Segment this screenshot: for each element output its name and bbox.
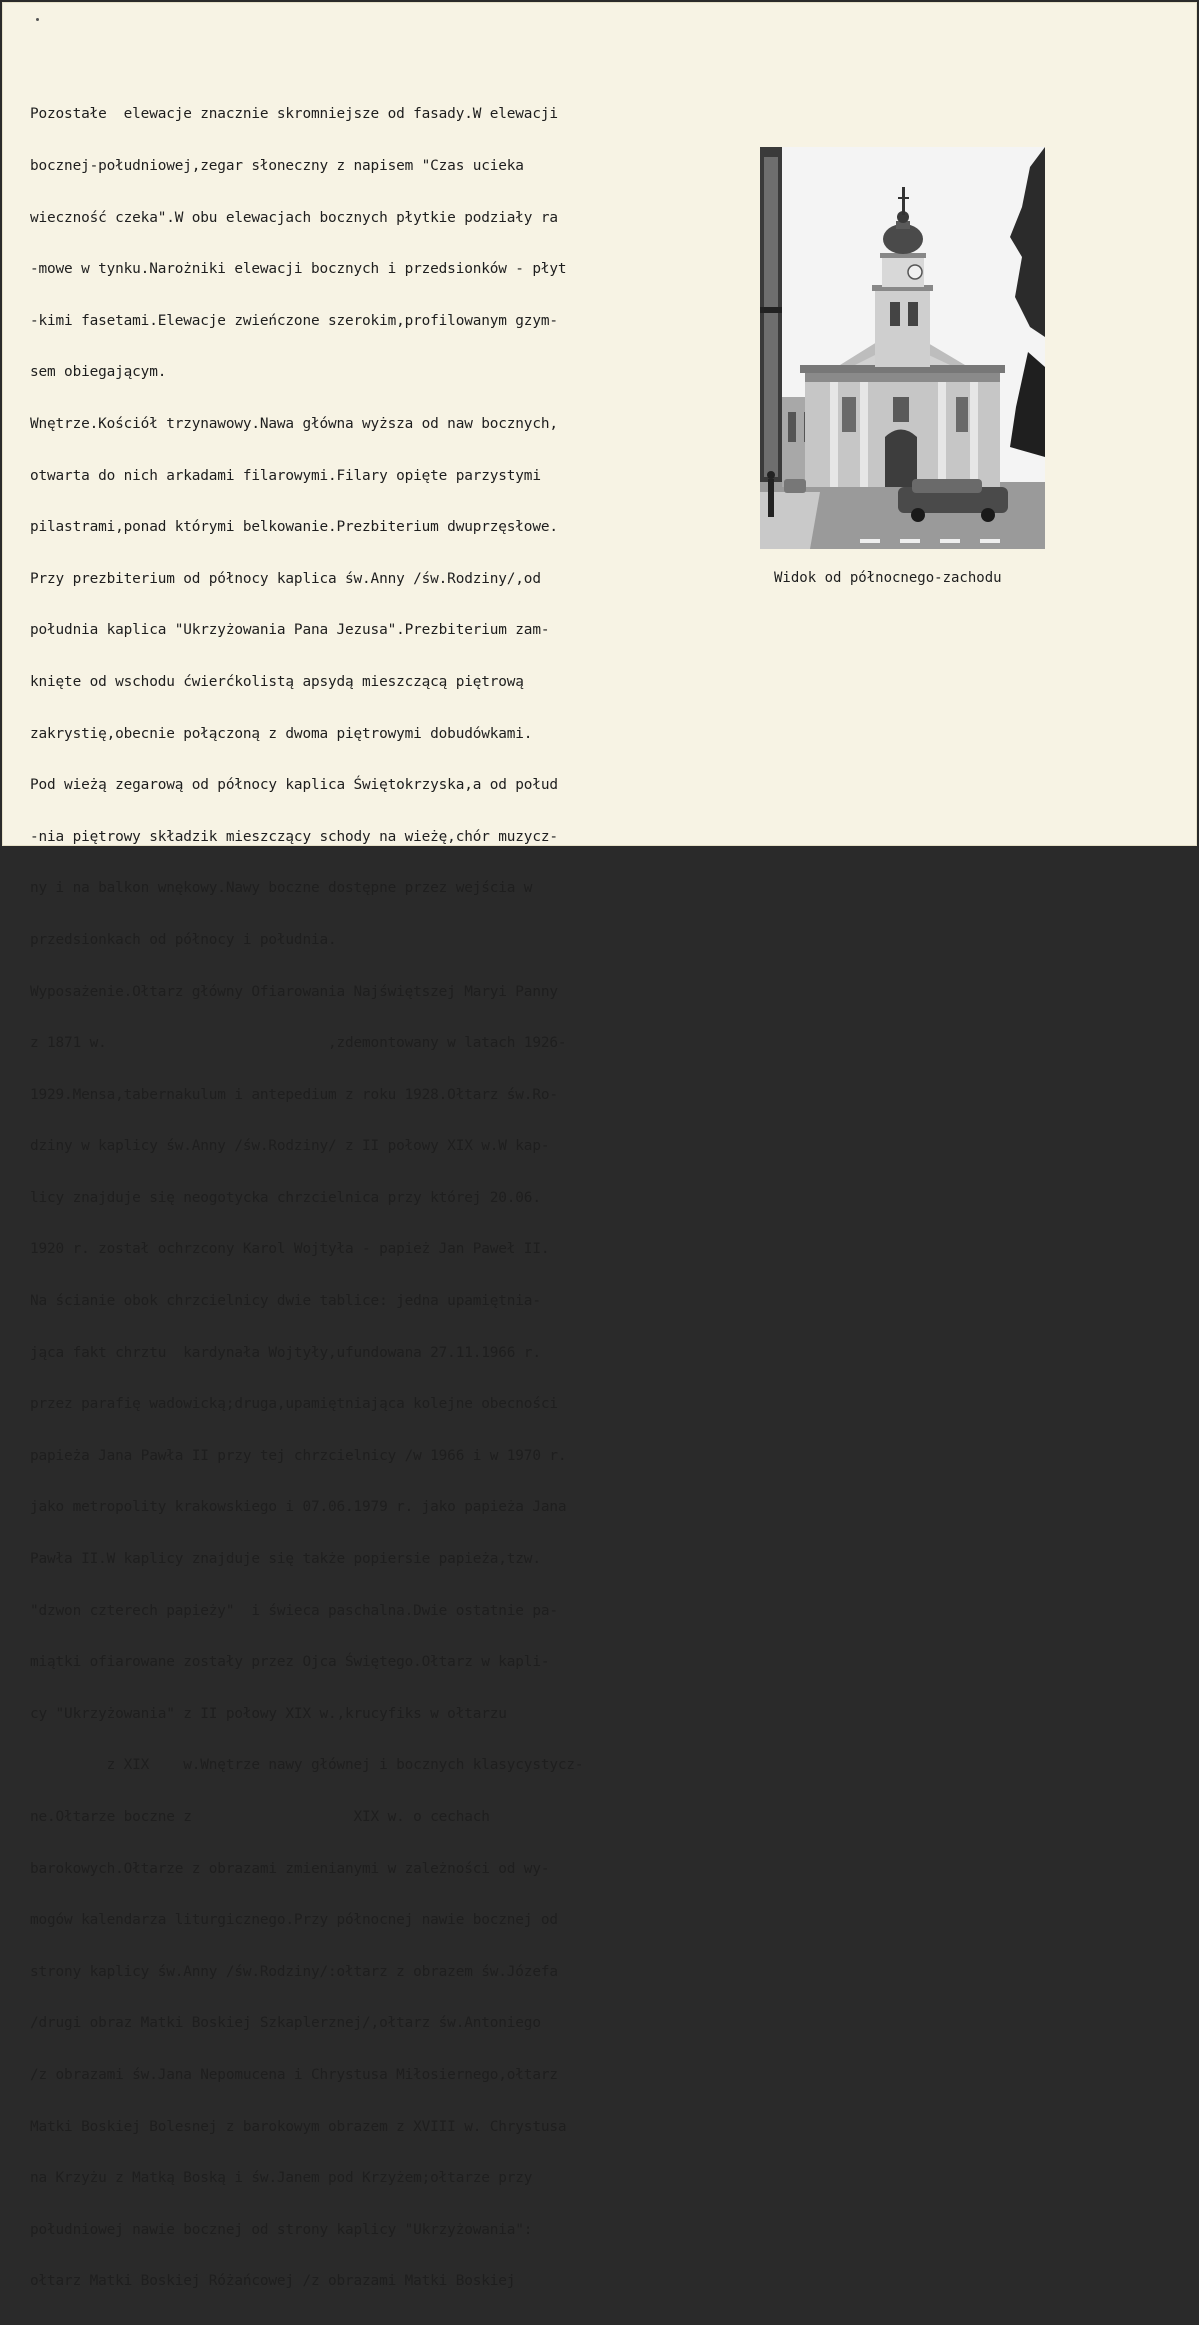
text-line: cy "Ukrzyżowania" z II połowy XIX w.,krucyfiks w ołtarzu: [30, 1705, 507, 1722]
text-line: /z obrazami św.Jana Nepomucena i Chrystusa Miłosiernego,ołtarz: [30, 2066, 558, 2083]
text-line: Pawła II.W kaplicy znajduje się także popiersie papieża,tzw.: [30, 1551, 541, 1568]
text-line: z XIX w.Wnętrze nawy głównej i bocznych klasycystycz-: [30, 1757, 584, 1774]
text-line: z 1871 w. ,zdemontowany w latach 1926-: [30, 1035, 567, 1052]
typed-text-block: [30, 72, 690, 2325]
text-line: ołtarz Matki Boskiej Różańcowej /z obrazami Matki Boskiej: [30, 2273, 516, 2290]
text-line: /drugi obraz Matki Boskiej Szkaplerznej/,ołtarz św.Antoniego: [30, 2015, 541, 2032]
text-line: jako metropolity krakowskiego i 07.06.1979 r. jako papieża Jana: [30, 1499, 567, 1516]
text-line: południa kaplica "Ukrzyżowania Pana Jezusa".Prezbiterium zam-: [30, 622, 550, 639]
text-line: mogów kalendarza liturgicznego.Przy północnej nawie bocznej od: [30, 1912, 558, 1929]
photo-caption: Widok od północnego-zachodu: [774, 570, 1002, 586]
text-line: "dzwon czterech papieży" i świeca paschalna.Dwie ostatnie pa-: [30, 1602, 558, 1619]
text-line: przedsionkach od północy i południa.: [30, 931, 337, 948]
text-line: przez parafię wadowicką;druga,upamiętniająca kolejne obecności: [30, 1396, 558, 1413]
text-line: -nia piętrowy składzik mieszczący schody na wieżę,chór muzycz-: [30, 828, 558, 845]
text-line: dziny w kaplicy św.Anny /św.Rodziny/ z II połowy XIX w.W kap-: [30, 1138, 550, 1155]
text-line: barokowych.Ołtarze z obrazami zmienianymi w zależności od wy-: [30, 1860, 550, 1877]
text-line: bocznej-południowej,zegar słoneczny z napisem "Czas ucieka: [30, 158, 524, 174]
text-line: papieża Jana Pawła II przy tej chrzcielnicy /w 1966 i w 1970 r.: [30, 1447, 567, 1464]
text-line: -mowe w tynku.Narożniki elewacji bocznych i przedsionków - płyt: [30, 261, 567, 278]
text-line: na Krzyżu z Matką Boską i św.Janem pod Krzyżem;ołtarze przy: [30, 2170, 533, 2187]
church-photo: [760, 147, 1045, 549]
text-line: pilastrami,ponad którymi belkowanie.Prezbiterium dwuprzęsłowe.: [30, 519, 558, 536]
text-line: licy znajduje się neogotycka chrzcielnica przy której 20.06.: [30, 1189, 541, 1206]
text-line: południowej nawie bocznej od strony kaplicy "Ukrzyżowania":: [30, 2221, 533, 2238]
text-line: zakrystię,obecnie połączoną z dwoma piętrowymi dobudówkami.: [30, 725, 533, 742]
text-line: Przy prezbiterium od północy kaplica św.Anny /św.Rodziny/,od: [30, 570, 541, 587]
punch-mark: [36, 18, 39, 21]
text-line: 1929.Mensa,tabernakulum i antepedium z roku 1928.Ołtarz św.Ro-: [30, 1086, 558, 1103]
text-line: -kimi fasetami.Elewacje zwieńczone szerokim,profilowanym gzym-: [30, 312, 558, 329]
text-line: knięte od wschodu ćwierćkolistą apsydą mieszczącą piętrową: [30, 673, 524, 690]
text-line: Pod wieżą zegarową od północy kaplica Świętokrzyska,a od połud: [30, 777, 558, 794]
text-line: miątki ofiarowane zostały przez Ojca Świętego.Ołtarz w kapli-: [30, 1654, 550, 1671]
text-line: otwarta do nich arkadami filarowymi.Filary opięte parzystymi: [30, 467, 541, 484]
text-line: ny i na balkon wnękowy.Nawy boczne dostępne przez wejścia w: [30, 880, 533, 897]
church-photo-drawing: [760, 147, 1045, 549]
text-line: jąca fakt chrztu kardynała Wojtyły,ufundowana 27.11.1966 r.: [30, 1344, 541, 1361]
text-line: Na ścianie obok chrzcielnicy dwie tablice: jedna upamiętnia-: [30, 1293, 541, 1310]
text-line: 1920 r. został ochrzcony Karol Wojtyła - papież Jan Paweł II.: [30, 1241, 550, 1258]
document-page: [2, 2, 1197, 2290]
text-line: ne.Ołtarze boczne z XIX w. o cechach: [30, 1809, 490, 1825]
text-line: Wnętrze.Kościół trzynawowy.Nawa główna wyższa od naw bocznych,: [30, 415, 558, 432]
text-line: wieczność czeka".W obu elewacjach bocznych płytkie podziały ra: [30, 209, 558, 226]
text-line: Wyposażenie.Ołtarz główny Ofiarowania Najświętszej Maryi Panny: [30, 983, 558, 1000]
text-line: Pozostałe elewacje znacznie skromniejsze od fasady.W elewacji: [30, 106, 558, 123]
text-line: strony kaplicy św.Anny /św.Rodziny/:ołtarz z obrazem św.Józefa: [30, 1963, 558, 1980]
text-line: Matki Boskiej Bolesnej z barokowym obrazem z XVIII w. Chrystusa: [30, 2118, 567, 2135]
text-line: sem obiegającym.: [30, 364, 167, 381]
